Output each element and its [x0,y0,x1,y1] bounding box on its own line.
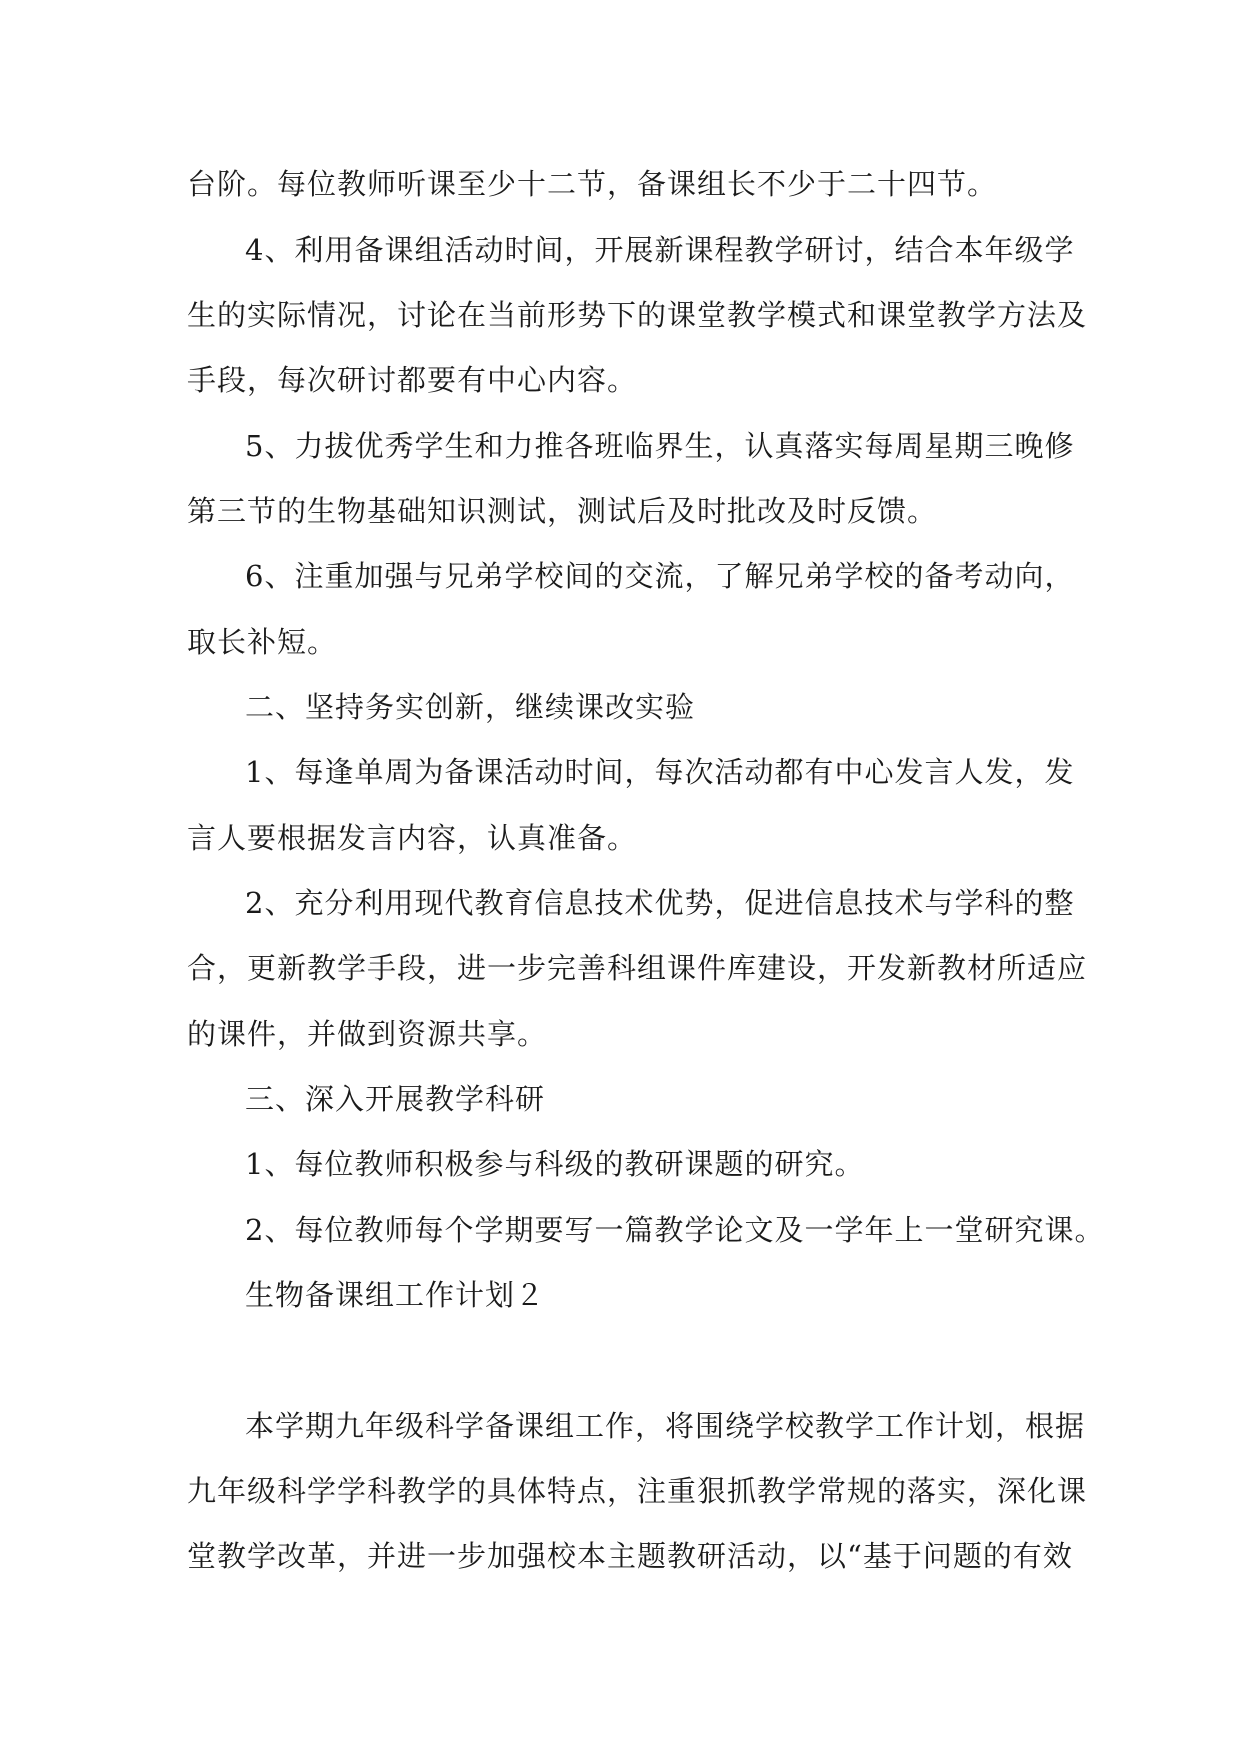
text-line: 6、注重加强与兄弟学校间的交流，了解兄弟学校的备考动向， [245,559,1075,593]
document-title: 生物备课组工作计划２ [245,1278,546,1312]
text-line: 九年级科学学科教学的具体特点，注重狠抓教学常规的落实，深化课 [187,1474,1088,1508]
text-line: 的课件，并做到资源共享。 [187,1017,548,1051]
section-heading: 三、深入开展教学科研 [245,1082,546,1116]
text-line: 2、每位教师每个学期要写一篇教学论文及一学年上一堂研究课。 [245,1213,1105,1247]
section-heading: 二、坚持务实创新，继续课改实验 [245,690,696,724]
text-line: 本学期九年级科学备课组工作，将围绕学校教学工作计划，根据 [245,1409,1086,1443]
text-line: 4、利用备课组活动时间，开展新课程教学研讨，结合本年级学 [245,233,1075,267]
text-line: 合，更新教学手段，进一步完善科组课件库建设，开发新教材所适应 [187,951,1088,985]
text-line: 5、力拔优秀学生和力推各班临界生，认真落实每周星期三晚修 [245,429,1075,463]
text-line: 1、每逢单周为备课活动时间，每次活动都有中心发言人发，发 [245,755,1075,789]
text-line: 生的实际情况，讨论在当前形势下的课堂教学模式和课堂教学方法及 [187,298,1088,332]
text-line: 第三节的生物基础知识测试，测试后及时批改及时反馈。 [187,494,938,528]
text-line: 台阶。每位教师听课至少十二节，备课组长不少于二十四节。 [187,167,998,201]
text-line: 1、每位教师积极参与科级的教研课题的研究。 [245,1147,865,1181]
text-line: 2、充分利用现代教育信息技术优势，促进信息技术与学科的整 [245,886,1075,920]
text-line: 言人要根据发言内容，认真准备。 [187,821,638,855]
text-line: 取长补短。 [187,625,338,659]
text-line: 手段，每次研讨都要有中心内容。 [187,363,638,397]
text-line: 堂教学改革，并进一步加强校本主题教研活动，以“基于问题的有效 [187,1539,1073,1573]
